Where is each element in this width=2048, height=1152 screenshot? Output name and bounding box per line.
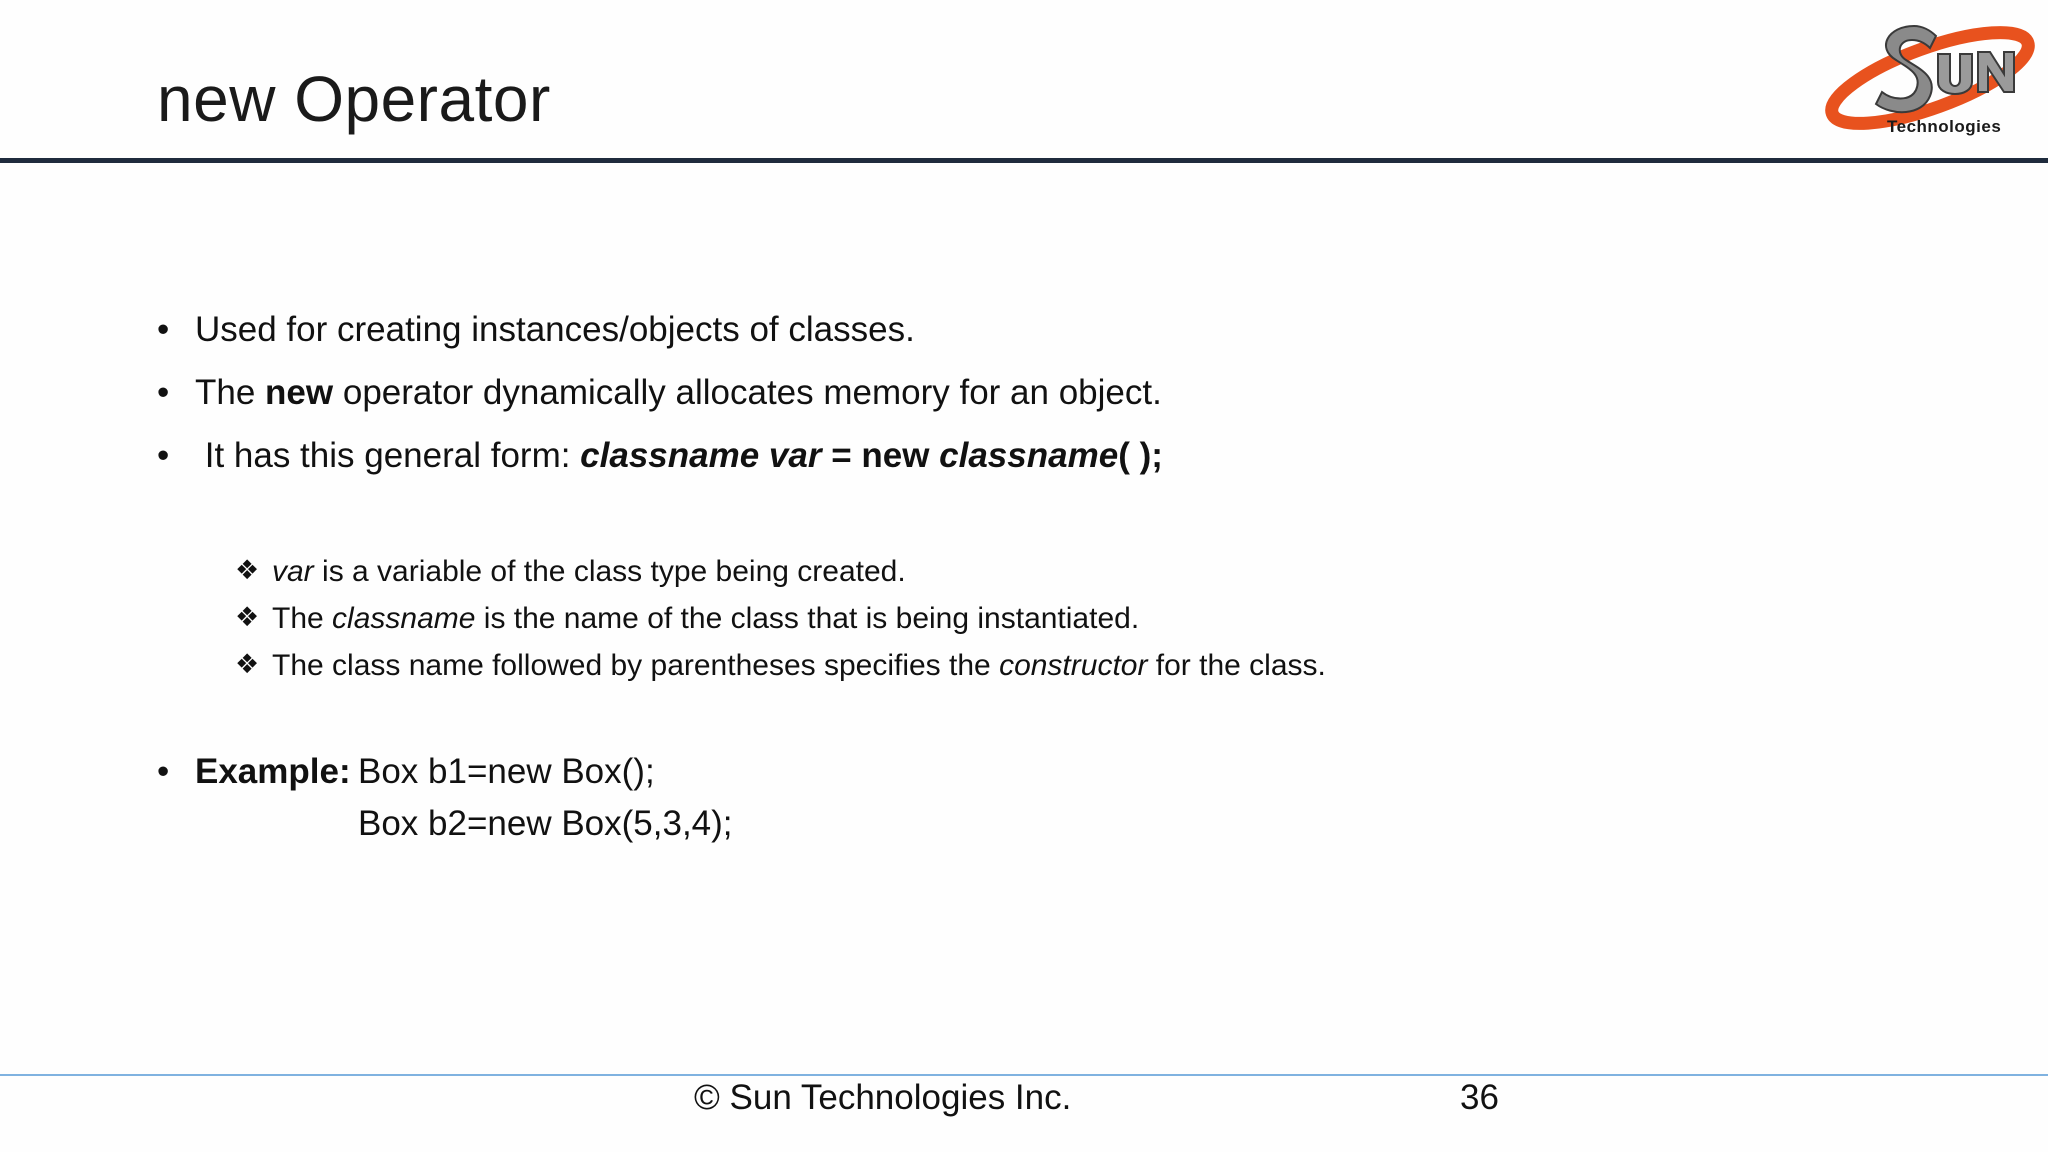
bullet-marker: •: [157, 752, 170, 791]
sub-bullet-text: The classname is the name of the class that is being instantiated.: [272, 602, 1140, 635]
footer-divider: [0, 1074, 2048, 1076]
bullet-marker: •: [157, 310, 170, 349]
slide-title: new Operator: [157, 63, 551, 135]
diamond-bullet-icon: ❖: [235, 555, 260, 586]
bullet-marker: •: [157, 373, 170, 412]
example-code-line: Box b2=new Box(5,3,4);: [358, 804, 733, 843]
bullet-text: It has this general form: classname var = new classname( );: [195, 436, 1163, 475]
diamond-bullet-icon: ❖: [235, 649, 260, 680]
sub-bullet-text: var is a variable of the class type being created.: [272, 555, 906, 588]
logo-text: Technologies: [1887, 117, 2002, 136]
sub-bullet-text: The class name followed by parentheses specifies the constructor for the class.: [272, 649, 1326, 682]
page-number: 36: [1460, 1078, 1499, 1117]
bullet-text: Used for creating instances/objects of classes.: [195, 310, 915, 349]
bullet-text: The new operator dynamically allocates memory for an object.: [195, 373, 1162, 412]
diamond-bullet-icon: ❖: [235, 602, 260, 633]
title-divider: [0, 158, 2048, 163]
footer-copyright: © Sun Technologies Inc.: [694, 1078, 1072, 1117]
bullet-marker: •: [157, 436, 170, 475]
example-code-line: Box b1=new Box();: [358, 752, 655, 791]
example-label: Example:: [195, 752, 351, 791]
